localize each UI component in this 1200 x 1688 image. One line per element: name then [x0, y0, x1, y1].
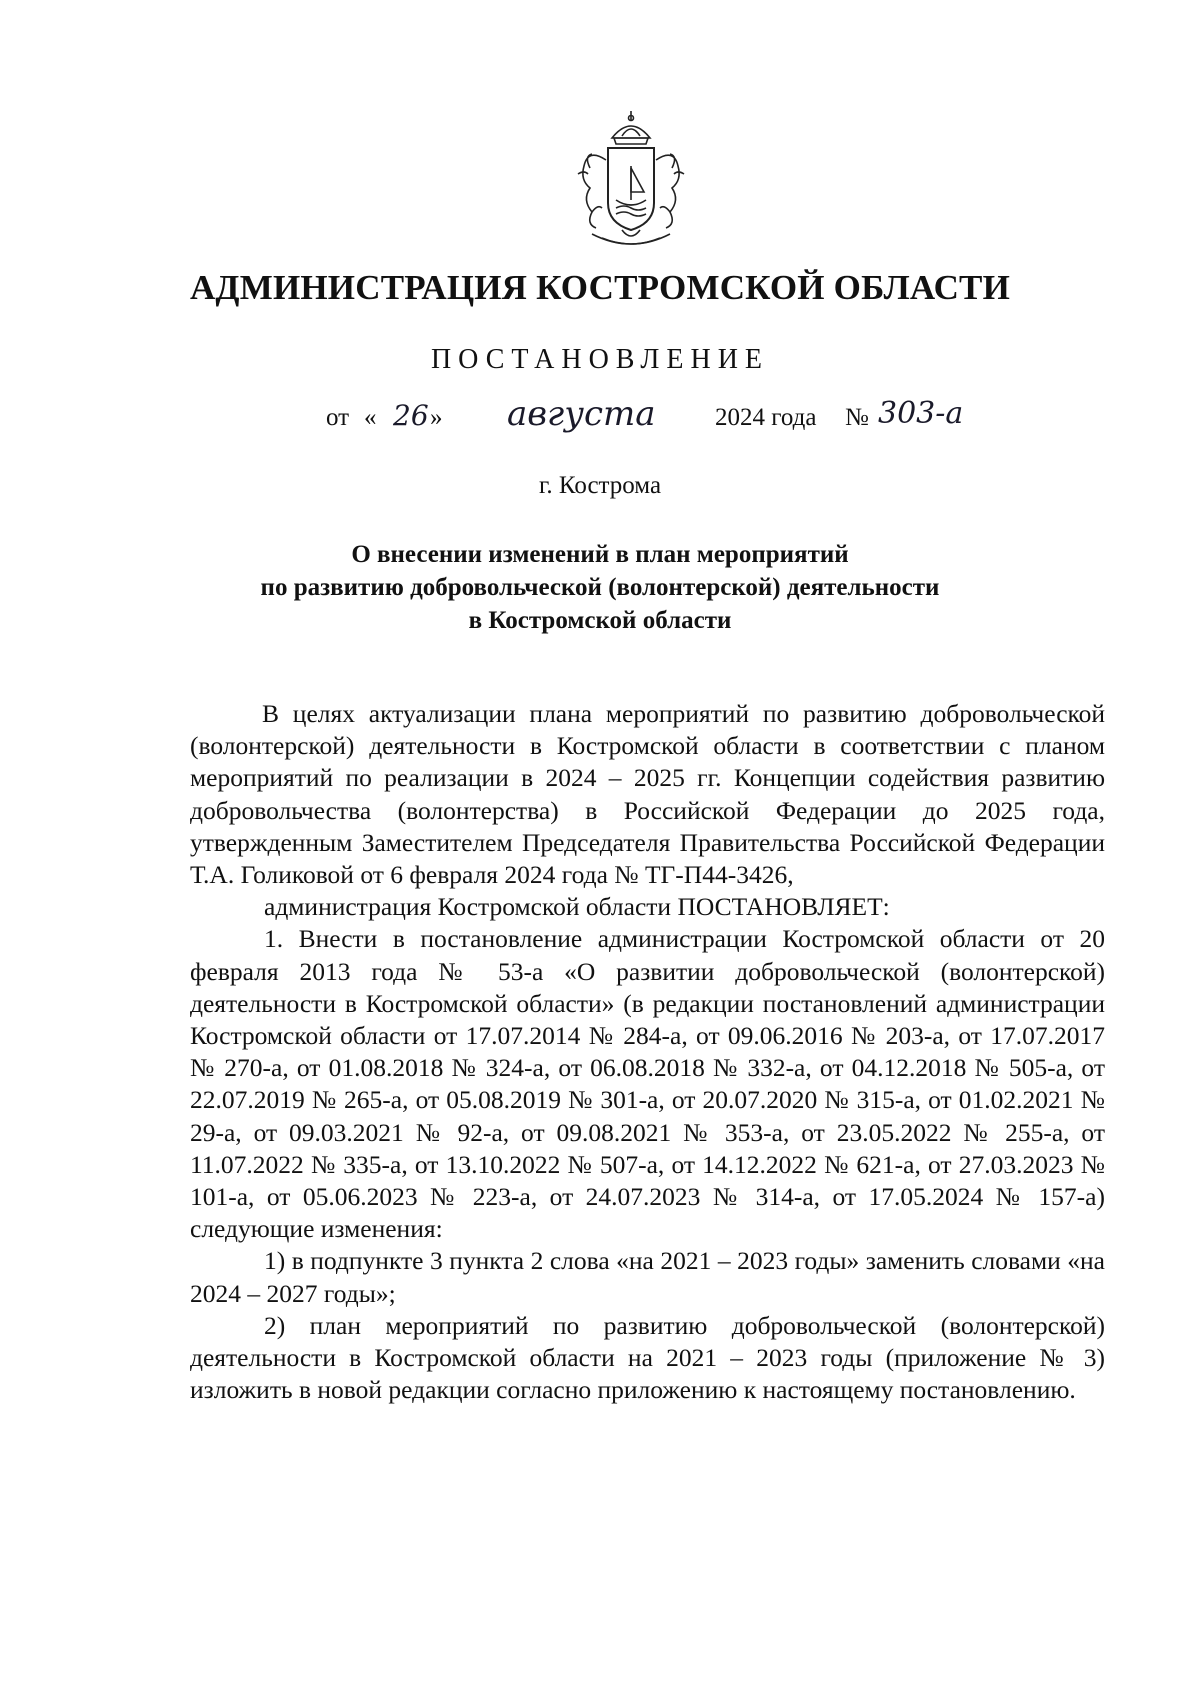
document-body: [190, 698, 1105, 1406]
number-sign: №: [845, 404, 869, 431]
organization-title: АДМИНИСТРАЦИЯ КОСТРОМСКОЙ ОБЛАСТИ: [189, 268, 1011, 307]
body-paragraph-resolves: администрация Костромской области ПОСТАНОВЛЯЕТ:: [264, 892, 890, 922]
body-paragraph-preamble: В целях актуализации плана мероприятий по развитию добровольческой (волонтерской) деятельности в Костромской области в соответствии с планом мероприятий по реализации в 2024 – 2025 гг. Концепции содействия развитию добровольчества (волонтерства) в Российской Федерации до 2025 года, утвержденным Заместителем Председателя Правительства Российской Федерации Т.А. Голиковой от 6 февраля 2024 года № ТГ-П44-3426,: [190, 699, 1105, 890]
subject-line-3: в Костромской области: [468, 607, 732, 634]
coat-of-arms-icon: [562, 108, 700, 258]
date-quote-open: «: [364, 404, 377, 431]
document-type: ПОСТАНОВЛЕНИЕ: [430, 344, 770, 375]
body-paragraph-subitem-2: 2) план мероприятий по развитию добровольческой (волонтерской) деятельности в Костромской области на 2021 – 2023 годы (приложение № 3) изложить в новой редакции согласно приложению к настоящему постановлению.: [190, 1310, 1105, 1405]
body-paragraph-item-1: 1. Внести в постановление администрации Костромской области от 20 февраля 2013 года № 53-а «О развитии добровольческой (волонтерской) деятельности в Костромской области» (в редакции постановлений администрации Костромской области от 17.07.2014 № 284-а, от 09.06.2016 № 203-а, от 17.07.2017 № 270-а, от 01.08.2018 № 324-а, от 06.08.2018 № 332-а, от 04.12.2018 № 505-а, от 22.07.2019 № 265-а, от 05.08.2019 № 301-а, от 20.07.2020 № 315-а, от 01.02.2021 № 29-а, от 09.03.2021 № 92-а, от 09.08.2021 № 353-а, от 23.05.2022 № 255-а, от 11.07.2022 № 335-а, от 13.10.2022 № 507-а, от 14.12.2022 № 621-а, от 27.03.2023 № 101-а, от 05.06.2023 № 223-а, от 24.07.2023 № 314-а, от 17.05.2024 № 157-а) следующие изменения:: [190, 924, 1105, 1244]
date-quote-close: »: [430, 404, 443, 431]
date-month: августа: [507, 394, 656, 434]
document-number: 303-а: [878, 396, 964, 431]
subject-line-2: по развитию добровольческой (волонтерской) деятельности: [260, 574, 940, 601]
city: г. Кострома: [538, 472, 662, 499]
date-prefix: от: [326, 404, 350, 431]
date-day: 26: [393, 399, 429, 432]
document-subject: [0, 538, 1200, 637]
date-year: 2024 года: [715, 404, 817, 431]
body-paragraph-subitem-1: 1) в подпункте 3 пункта 2 слова «на 2021 – 2023 годы» заменить словами «на 2024 – 2027 годы»;: [190, 1246, 1105, 1308]
subject-line-1: О внесении изменений в план мероприятий: [351, 541, 849, 568]
